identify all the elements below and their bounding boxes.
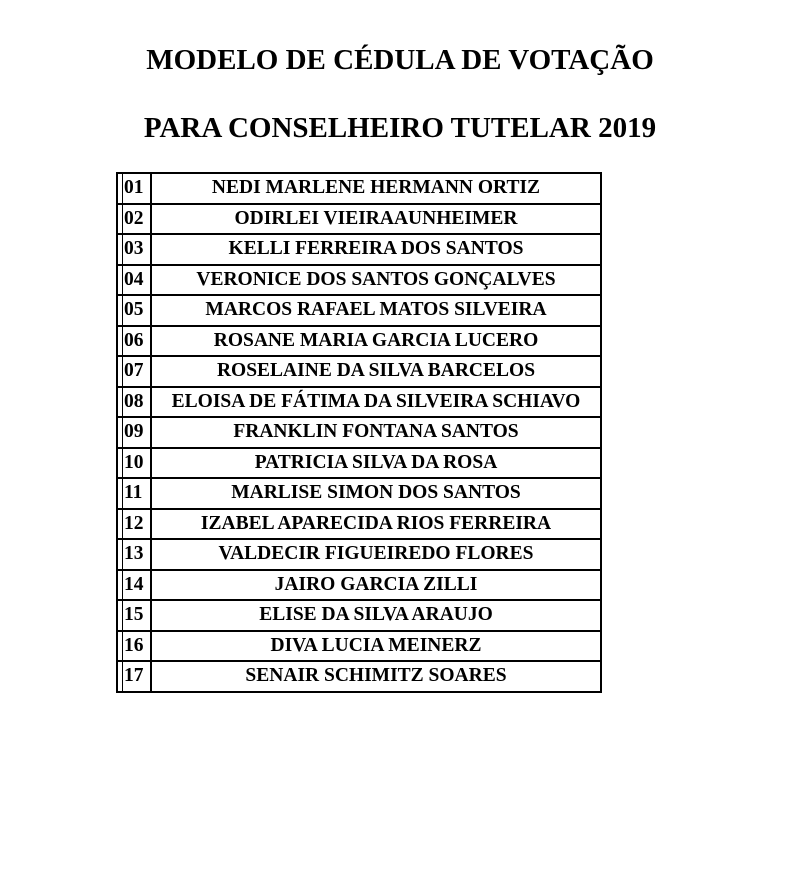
candidate-number: 03	[123, 234, 152, 265]
candidate-row	[117, 295, 601, 326]
candidate-number: 06	[123, 326, 152, 357]
candidate-row	[117, 570, 601, 601]
candidate-number: 13	[123, 539, 152, 570]
candidate-name: MARLISE SIMON DOS SANTOS	[151, 478, 601, 509]
candidate-row	[117, 478, 601, 509]
candidate-row	[117, 173, 601, 204]
document-subtitle: PARA CONSELHEIRO TUTELAR 2019	[143, 112, 657, 144]
candidate-number: 02	[123, 204, 152, 235]
candidate-number: 01	[123, 173, 152, 204]
candidate-number: 09	[123, 417, 152, 448]
candidate-row	[117, 326, 601, 357]
candidate-number: 16	[123, 631, 152, 662]
candidate-row	[117, 265, 601, 296]
candidate-row	[117, 539, 601, 570]
candidate-number: 04	[123, 265, 152, 296]
candidate-row	[117, 600, 601, 631]
candidate-name: ELISE DA SILVA ARAUJO	[151, 600, 601, 631]
candidate-row	[117, 387, 601, 418]
candidate-number: 05	[123, 295, 152, 326]
candidate-row	[117, 204, 601, 235]
candidate-name: VALDECIR FIGUEIREDO FLORES	[151, 539, 601, 570]
candidate-table	[116, 172, 602, 693]
candidate-row	[117, 661, 601, 692]
candidate-row	[117, 509, 601, 540]
candidate-row	[117, 417, 601, 448]
candidate-name: JAIRO GARCIA ZILLI	[151, 570, 601, 601]
candidate-list	[117, 173, 601, 692]
candidate-name: IZABEL APARECIDA RIOS FERREIRA	[151, 509, 601, 540]
candidate-number: 15	[123, 600, 152, 631]
candidate-name: VERONICE DOS SANTOS GONÇALVES	[151, 265, 601, 296]
candidate-name: ROSANE MARIA GARCIA LUCERO	[151, 326, 601, 357]
candidate-row	[117, 356, 601, 387]
candidate-row	[117, 631, 601, 662]
candidate-name: PATRICIA SILVA DA ROSA	[151, 448, 601, 479]
candidate-name: MARCOS RAFAEL MATOS SILVEIRA	[151, 295, 601, 326]
candidate-name: FRANKLIN FONTANA SANTOS	[151, 417, 601, 448]
candidate-row	[117, 448, 601, 479]
candidate-name: ROSELAINE DA SILVA BARCELOS	[151, 356, 601, 387]
candidate-name: ODIRLEI VIEIRAAUNHEIMER	[151, 204, 601, 235]
candidate-number: 07	[123, 356, 152, 387]
candidate-row	[117, 234, 601, 265]
candidate-number: 17	[123, 661, 152, 692]
candidate-name: KELLI FERREIRA DOS SANTOS	[151, 234, 601, 265]
candidate-name: DIVA LUCIA MEINERZ	[151, 631, 601, 662]
document-title: MODELO DE CÉDULA DE VOTAÇÃO	[146, 44, 654, 76]
candidate-number: 14	[123, 570, 152, 601]
candidate-name: SENAIR SCHIMITZ SOARES	[151, 661, 601, 692]
candidate-name: NEDI MARLENE HERMANN ORTIZ	[151, 173, 601, 204]
candidate-name: ELOISA DE FÁTIMA DA SILVEIRA SCHIAVO	[151, 387, 601, 418]
candidate-number: 08	[123, 387, 152, 418]
candidate-number: 10	[123, 448, 152, 479]
candidate-number: 12	[123, 509, 152, 540]
candidate-number: 11	[123, 478, 152, 509]
